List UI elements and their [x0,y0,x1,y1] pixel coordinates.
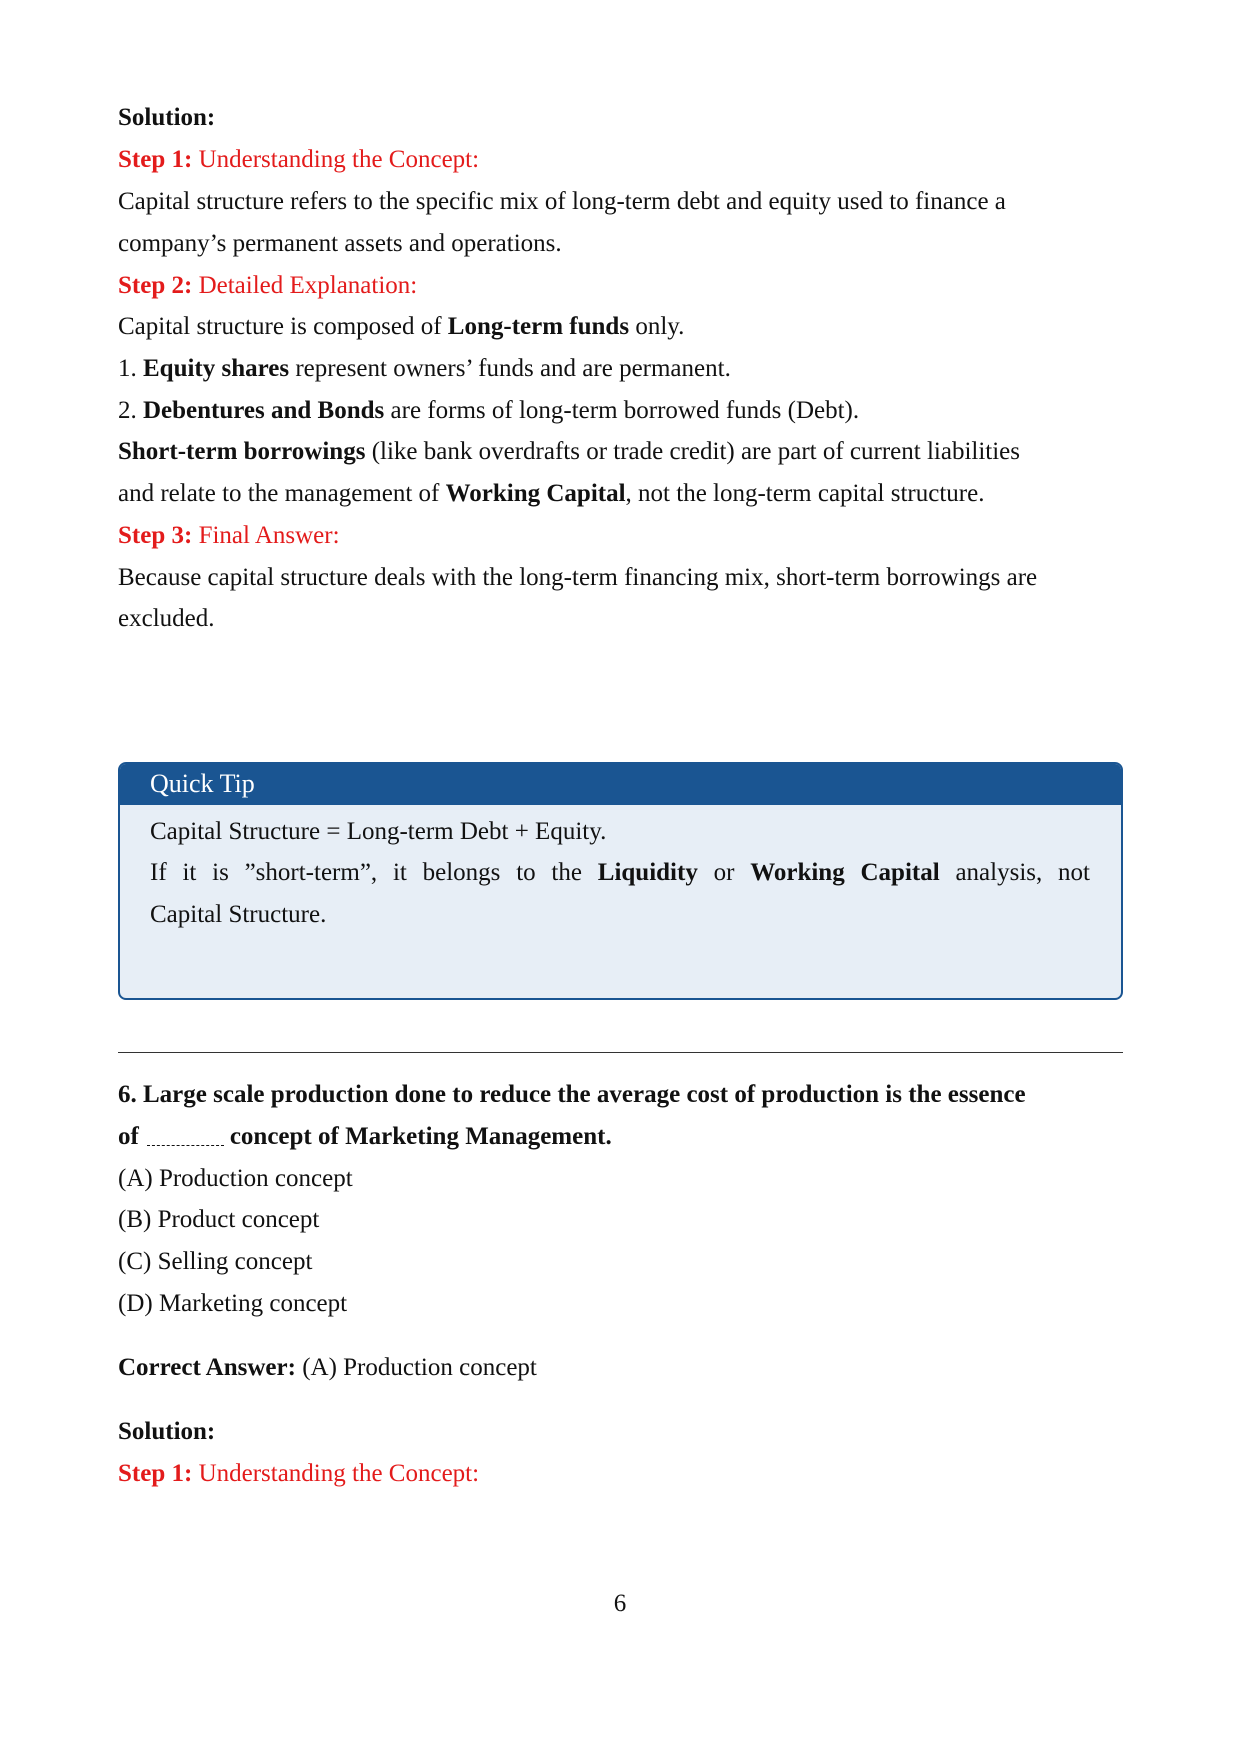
option-d: (D) Marketing concept [118,1290,348,1317]
step2-title: Detailed Explanation: [198,272,418,299]
fill-in-blank [147,1145,224,1146]
list-item-number: 2. [118,397,143,424]
list-item-text: are forms of long-term borrowed funds (Debt). [384,397,860,424]
solution2-heading: Solution: [118,1418,216,1445]
quick-tip-bold-liquidity: Liquidity [597,859,698,886]
question-post: concept of Marketing Management. [229,1123,612,1150]
quick-tip-title: Quick Tip [120,764,1121,805]
solution-heading: Solution: [118,104,216,131]
section-divider [118,1052,1123,1053]
option-a: (A) Production concept [118,1165,353,1192]
option-c: (C) Selling concept [118,1248,313,1275]
step3-label: Step 3: [118,522,193,549]
list-item-bold: Equity shares [143,355,290,382]
question-text-line1: 6. Large scale production done to reduce the average cost of production is the essence [118,1081,1026,1108]
question-pre: of [118,1123,139,1150]
short-term-line1 [118,439,1020,464]
short-term-line2 [118,481,984,506]
list-item-equity [118,356,731,381]
quick-tip-line2-mid: or [697,859,751,886]
quick-tip-line2-pre: If it is ”short-term”, it belongs to the [150,859,598,886]
quick-tip-line3: Capital Structure. [150,901,327,928]
list-item-text: represent owners’ funds and are permanent. [289,355,731,382]
short-term-post: , not the long-term capital structure. [625,480,985,507]
list-item-debentures [118,398,859,423]
step1-heading [118,147,479,172]
question-text-line2 [118,1124,612,1149]
solution2-step1-label: Step 1: [118,1460,193,1487]
short-term-text: (like bank overdrafts or trade credit) are part of current liabilities [365,438,1021,465]
list-item-number: 1. [118,355,143,382]
step2-label: Step 2: [118,272,193,299]
page-number: 6 [613,1590,627,1617]
step1-text-line1: Capital structure refers to the specific mix of long-term debt and equity used to finance a [118,188,1006,215]
short-term-pre: and relate to the management of [118,480,446,507]
step1-text-line2: company’s permanent assets and operations. [118,230,562,257]
short-term-bold2: Working Capital [445,480,626,507]
step3-heading [118,523,340,548]
step1-label: Step 1: [118,146,193,173]
short-term-bold: Short-term borrowings [118,438,366,465]
step1-title: Understanding the Concept: [198,146,480,173]
final-answer-line1: Because capital structure deals with the long-term financing mix, short-term borrowings are [118,564,1038,591]
step2-intro-post: only. [629,313,685,340]
solution2-step1-heading [118,1461,479,1486]
step2-heading [118,273,417,298]
option-b: (B) Product concept [118,1206,320,1233]
quick-tip-line2 [150,860,1090,885]
list-item-bold: Debentures and Bonds [143,397,385,424]
correct-answer [118,1355,537,1380]
step2-intro [118,314,684,339]
step3-title: Final Answer: [198,522,340,549]
correct-answer-value: (A) Production concept [295,1354,537,1381]
step2-intro-bold: Long-term funds [447,313,630,340]
quick-tip-line2-post: analysis, not [939,859,1090,886]
quick-tip-box [118,762,1123,1000]
step2-intro-pre: Capital structure is composed of [118,313,448,340]
solution2-step1-title: Understanding the Concept: [198,1460,480,1487]
quick-tip-line1: Capital Structure = Long-term Debt + Equity. [150,818,607,845]
final-answer-line2: excluded. [118,605,215,632]
quick-tip-bold-working-capital: Working Capital [750,859,940,886]
correct-answer-label: Correct Answer: [118,1354,296,1381]
